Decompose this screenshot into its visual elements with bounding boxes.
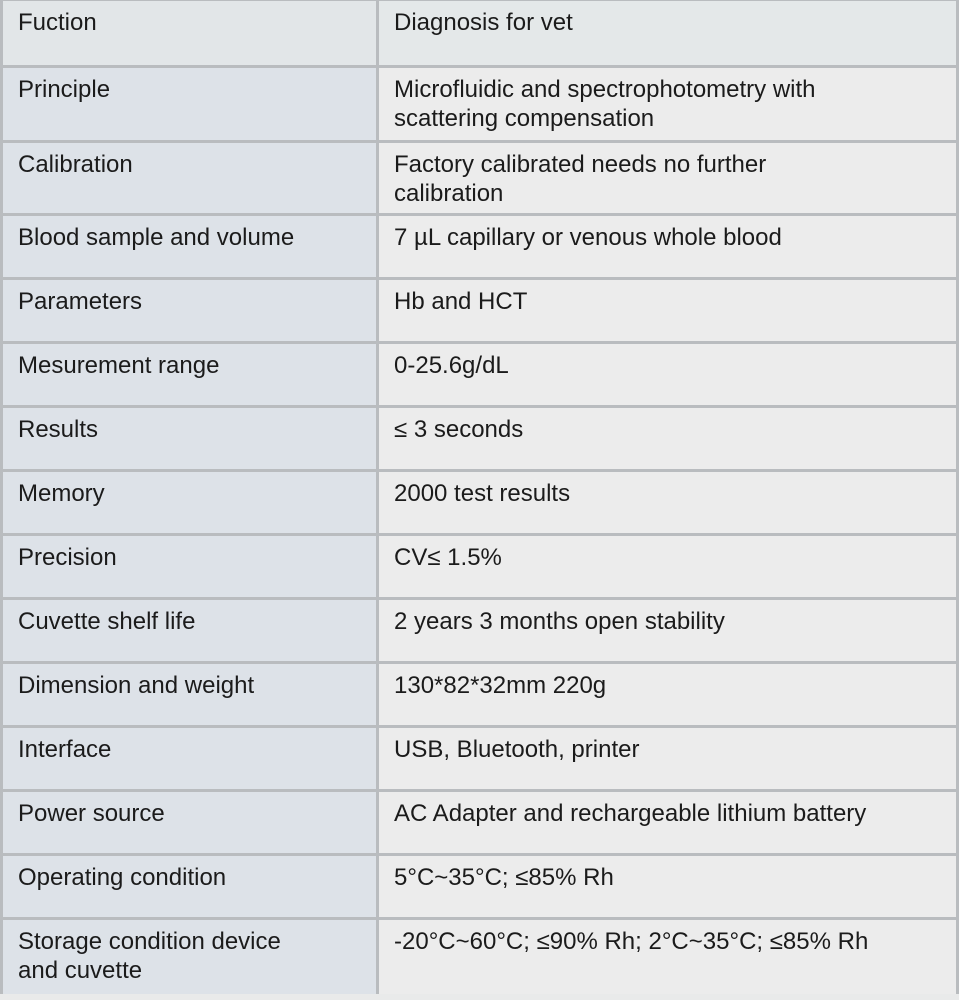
spec-label: Fuction xyxy=(2,0,378,67)
table-row xyxy=(2,67,958,142)
spec-value: Hb and HCT xyxy=(378,279,958,343)
table-row xyxy=(2,919,958,997)
spec-label: Operating condition xyxy=(2,855,378,919)
table-row xyxy=(2,791,958,855)
spec-value: CV≤ 1.5% xyxy=(378,535,958,599)
spec-label: Calibration xyxy=(2,142,378,215)
spec-label: Results xyxy=(2,407,378,471)
spec-label: Blood sample and volume xyxy=(2,215,378,279)
spec-value: 5°C~35°C; ≤85% Rh xyxy=(378,855,958,919)
spec-value: Diagnosis for vet xyxy=(378,0,958,67)
table-row xyxy=(2,0,958,67)
spec-label: Interface xyxy=(2,727,378,791)
table-row xyxy=(2,727,958,791)
spec-label: Power source xyxy=(2,791,378,855)
spec-label: Mesurement range xyxy=(2,343,378,407)
spec-value: 2000 test results xyxy=(378,471,958,535)
spec-value: Microfluidic and spectrophotometry with scattering compensation xyxy=(378,67,958,142)
spec-value: 0-25.6g/dL xyxy=(378,343,958,407)
spec-value: 7 µL capillary or venous whole blood xyxy=(378,215,958,279)
spec-label: Storage condition device and cuvette xyxy=(2,919,378,997)
table-row xyxy=(2,599,958,663)
spec-label: Principle xyxy=(2,67,378,142)
table-row xyxy=(2,471,958,535)
spec-value: 2 years 3 months open stability xyxy=(378,599,958,663)
table-row xyxy=(2,279,958,343)
table-row xyxy=(2,535,958,599)
table-row xyxy=(2,343,958,407)
spec-value: 130*82*32mm 220g xyxy=(378,663,958,727)
table-row xyxy=(2,142,958,215)
table-row xyxy=(2,407,958,471)
table-row xyxy=(2,215,958,279)
spec-label: Cuvette shelf life xyxy=(2,599,378,663)
table-row xyxy=(2,663,958,727)
spec-label: Memory xyxy=(2,471,378,535)
spec-value: AC Adapter and rechargeable lithium battery xyxy=(378,791,958,855)
spec-label: Precision xyxy=(2,535,378,599)
spec-value: ≤ 3 seconds xyxy=(378,407,958,471)
spec-value: -20°C~60°C; ≤90% Rh; 2°C~35°C; ≤85% Rh xyxy=(378,919,958,997)
spec-label: Parameters xyxy=(2,279,378,343)
spec-value: USB, Bluetooth, printer xyxy=(378,727,958,791)
table-row xyxy=(2,855,958,919)
spec-label: Dimension and weight xyxy=(2,663,378,727)
bottom-margin xyxy=(0,994,959,1000)
spec-value: Factory calibrated needs no further calibration xyxy=(378,142,958,215)
